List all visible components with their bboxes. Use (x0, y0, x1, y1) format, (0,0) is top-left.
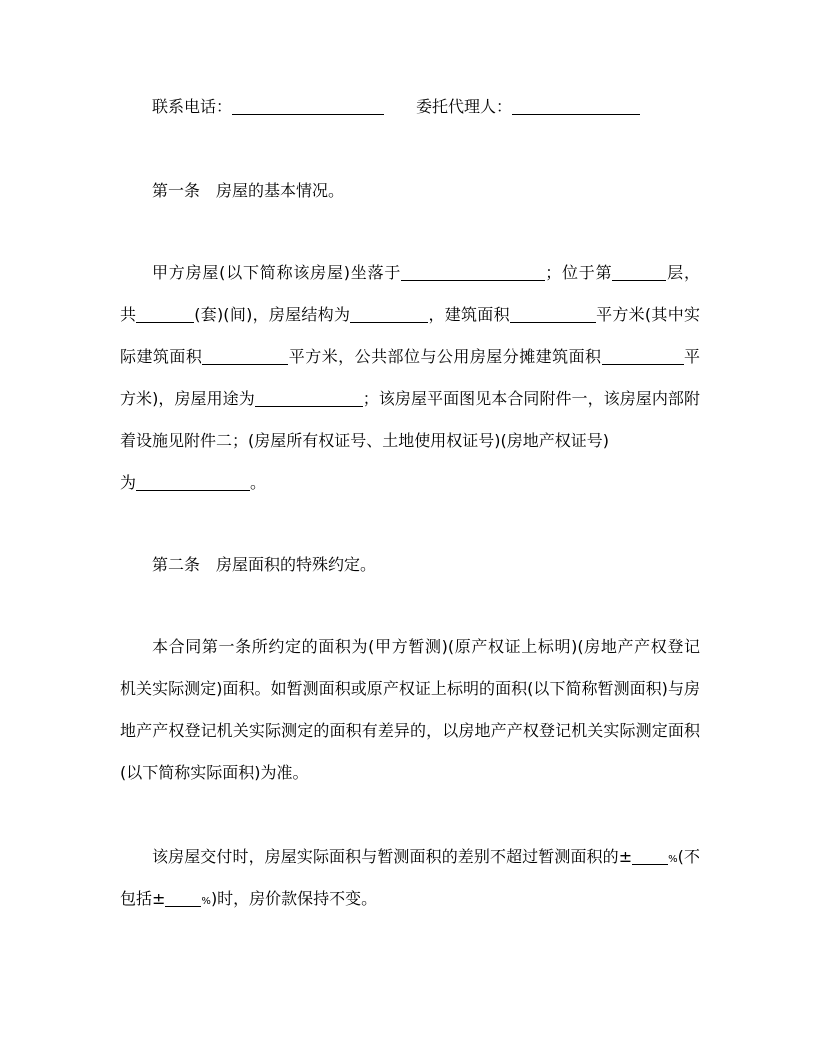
article1-line-3: 际建筑面积 平方米，公共部位与公用房屋分摊建筑面积 平 (120, 347, 700, 366)
article2-line-1: 本合同第一条所约定的面积为(甲方暂测)(原产权证上标明)(房地产产权登记 (152, 637, 700, 656)
structure-blank[interactable] (350, 304, 428, 323)
location-blank[interactable] (401, 262, 545, 281)
agent-label: 委托代理人： (416, 97, 513, 116)
building-area-blank[interactable] (510, 304, 596, 323)
article2-line-2: 机关实际测定)面积。如暂测面积或原产权证上标明的面积(以下简称暂测面积)与房 (120, 679, 700, 698)
article2-line-3: 地产产权登记机关实际测定的面积有差异的，以房地产产权登记机关实际测定面积 (120, 721, 700, 740)
article1-line-1: 甲方房屋(以下简称该房屋)坐落于 ；位于第 层， (152, 263, 700, 282)
tolerance-blank-2[interactable] (165, 888, 201, 907)
actual-area-blank[interactable] (202, 346, 288, 365)
tolerance-blank-1[interactable] (632, 846, 668, 865)
article1-line-5: 着设施见附件二；(房屋所有权证号、土地使用权证号)(房地产权证号) (120, 431, 609, 450)
phone-blank[interactable] (232, 96, 384, 115)
article1-line-4: 方米)，房屋用途为 ；该房屋平面图见本合同附件一，该房屋内部附 (120, 389, 700, 408)
article1-heading: 第一条 房屋的基本情况。 (152, 181, 345, 200)
article1-line-2: 共 (套)(间)，房屋结构为 ，建筑面积 平方米(其中实 (120, 305, 700, 324)
phone-label: 联系电话： (152, 97, 233, 116)
floor-blank[interactable] (612, 262, 666, 281)
agent-blank[interactable] (512, 96, 640, 115)
article1-line-6: 为 。 (120, 473, 267, 492)
units-blank[interactable] (136, 304, 194, 323)
article2-p2-line-1: 该房屋交付时，房屋实际面积与暂测面积的差别不超过暂测面积的± %(不 (152, 847, 700, 866)
article2-line-4: (以下简称实际面积)为准。 (120, 763, 309, 782)
article2-p2-line-2: 包括± %)时，房价款保持不变。 (120, 889, 378, 908)
contact-line (152, 94, 700, 120)
usage-blank[interactable] (255, 388, 363, 407)
certificate-blank[interactable] (136, 472, 250, 491)
article2-heading: 第二条 房屋面积的特殊约定。 (152, 555, 377, 574)
shared-area-blank[interactable] (602, 346, 684, 365)
